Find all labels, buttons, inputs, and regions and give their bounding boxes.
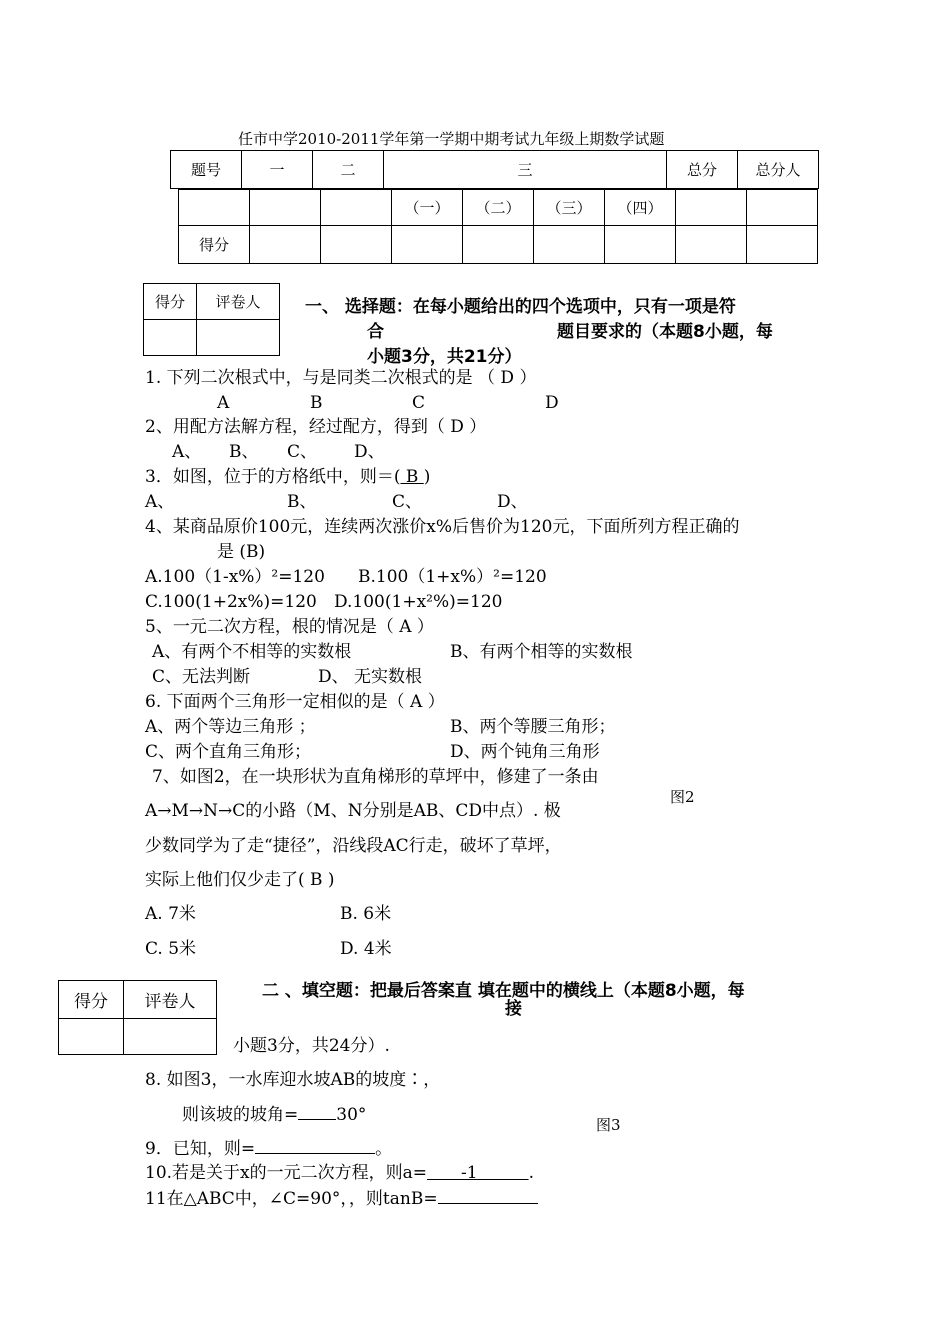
question-7-line3: 少数同学为了走“捷径”，沿线段AC行走，破坏了草坪， <box>145 836 562 856</box>
q3-option-b: B、 <box>287 492 317 512</box>
q11-blank[interactable] <box>438 1187 538 1204</box>
score-cell[interactable] <box>605 226 676 264</box>
question-5: 5、一元二次方程，根的情况是（ A ） <box>145 617 434 637</box>
q3-option-c: C、 <box>392 492 423 512</box>
question-8-line1: 8. 如图3，一水库迎水坡AB的坡度∶， <box>145 1070 441 1090</box>
section2-heading-line1: 二 、填空题：把最后答案直 填在题中的横线上（本题8小题，每 <box>262 981 745 1001</box>
q3-answer: B <box>400 467 424 487</box>
score-cell[interactable] <box>179 190 250 226</box>
score-cell[interactable] <box>392 226 463 264</box>
header-cell: 二 <box>313 151 384 189</box>
q8-answer: 30° <box>336 1105 367 1125</box>
q7-option-a: A. 7米 <box>145 904 196 924</box>
q7-option-b: B. 6米 <box>340 904 392 924</box>
sub-header-cell: （二） <box>463 190 534 226</box>
q7-option-d: D. 4米 <box>340 939 392 959</box>
section1-heading-line2a: 合 <box>367 322 384 342</box>
section1-heading-line2b: 题目要求的（本题8小题，每 <box>557 322 773 342</box>
section1-heading-line3: 小题3分，共21分） <box>367 347 522 367</box>
grader-name-cell[interactable] <box>124 1019 217 1055</box>
q6-option-a: A、两个等边三角形 ； <box>145 717 316 737</box>
grader-score-label: 得分 <box>144 284 197 320</box>
q1-option-c: C <box>412 393 426 413</box>
q2-option-a: A、 <box>172 442 202 462</box>
header-cell: 题号 <box>171 151 242 189</box>
score-cell[interactable] <box>463 226 534 264</box>
question-10 <box>145 1162 534 1184</box>
section1-heading-line1: 一、 选择题：在每小题给出的四个选项中，只有一项是符 <box>305 297 736 317</box>
question-3 <box>145 466 430 488</box>
q6-option-d: D、两个钝角三角形 <box>450 742 600 762</box>
q2-option-b: B、 <box>229 442 259 462</box>
question-7-line2: A→M→N→C的小路（M、N分别是AB、CD中点）. 极 <box>145 801 561 821</box>
q11-stem: 11在△ABC中，∠C=90°，，则tanB= <box>145 1189 438 1209</box>
q10-stem: 10.若是关于x的一元二次方程，则a= <box>145 1163 428 1183</box>
score-cell[interactable] <box>534 226 605 264</box>
q9-stem: 9．已知，则= <box>145 1139 256 1159</box>
q3-close: ) <box>423 467 431 487</box>
score-cell[interactable] <box>321 226 392 264</box>
section2-heading-line2: 小题3分，共24分）. <box>233 1036 390 1056</box>
q10-answer: -1 <box>461 1163 478 1183</box>
q1-option-a: A <box>217 393 230 413</box>
grader-name-label: 评卷人 <box>124 981 217 1019</box>
section2-grader-table <box>58 980 217 1055</box>
q7-option-c: C. 5米 <box>145 939 197 959</box>
q9-end: 。 <box>375 1139 393 1159</box>
q5-option-a: A、有两个不相等的实数根 <box>152 642 352 662</box>
grader-score-label: 得分 <box>59 981 124 1019</box>
q9-blank[interactable] <box>255 1137 375 1154</box>
grader-score-cell[interactable] <box>59 1019 124 1055</box>
question-7-line4: 实际上他们仅少走了( B ) <box>145 870 335 890</box>
page-title: 任市中学2010-2011学年第一学期中期考试九年级上期数学试题 <box>238 130 665 148</box>
question-4-line2: 是 (B) <box>217 542 266 562</box>
question-7-line1: 7、如图2，在一块形状为直角梯形的草坪中，修建了一条由 <box>152 767 599 787</box>
grader-name-label: 评卷人 <box>197 284 280 320</box>
header-cell: 总分 <box>667 151 738 189</box>
header-cell: 三 <box>384 151 667 189</box>
q4-option-d: D.100(1+x²%)=120 <box>334 592 503 612</box>
grader-name-cell[interactable] <box>197 320 280 356</box>
score-cell[interactable] <box>676 190 747 226</box>
score-table-header <box>170 150 819 189</box>
q8-blank[interactable] <box>298 1103 336 1120</box>
q5-option-d: D、 无实数根 <box>318 667 423 687</box>
section2-heading-line1b: 接 <box>505 999 522 1019</box>
q10-end: . <box>528 1163 534 1183</box>
q1-option-b: B <box>310 393 323 413</box>
sub-header-cell: （三） <box>534 190 605 226</box>
score-cell[interactable] <box>321 190 392 226</box>
score-cell[interactable] <box>250 226 321 264</box>
figure-3-caption: 图3 <box>596 1116 621 1134</box>
score-cell[interactable] <box>250 190 321 226</box>
sub-header-cell: （四） <box>605 190 676 226</box>
question-4-line1: 4、某商品原价100元，连续两次涨价x%后售价为120元，下面所列方程正确的 <box>145 517 740 537</box>
score-table-body <box>178 189 818 264</box>
section1-grader-table <box>143 283 280 356</box>
question-1: 1. 下列二次根式中，与是同类二次根式的是 （ D ） <box>145 368 537 388</box>
q3-stem: 3．如图，位于的方格纸中，则＝( <box>145 467 401 487</box>
q4-option-c: C.100(1+2x%)=120 <box>145 592 317 612</box>
q6-option-c: C、两个直角三角形； <box>145 742 312 762</box>
q5-option-b: B、有两个相等的实数根 <box>450 642 633 662</box>
header-cell: 总分人 <box>738 151 819 189</box>
question-11 <box>145 1187 538 1210</box>
score-cell[interactable] <box>676 226 747 264</box>
score-row-label: 得分 <box>179 226 250 264</box>
q3-option-d: D、 <box>497 492 528 512</box>
score-cell[interactable] <box>747 226 818 264</box>
question-6: 6. 下面两个三角形一定相似的是（ A ） <box>145 692 445 712</box>
q3-option-a: A、 <box>145 492 175 512</box>
question-8-line2 <box>182 1103 366 1126</box>
q1-option-d: D <box>545 393 559 413</box>
grader-score-cell[interactable] <box>144 320 197 356</box>
question-2: 2、用配方法解方程，经过配方，得到（ D ） <box>145 417 487 437</box>
header-cell: 一 <box>242 151 313 189</box>
sub-header-cell: （一） <box>392 190 463 226</box>
figure-2-caption: 图2 <box>670 788 695 806</box>
q4-option-b: B.100（1+x%）²=120 <box>358 567 547 587</box>
question-9 <box>145 1137 392 1160</box>
score-cell[interactable] <box>747 190 818 226</box>
q2-option-c: C、 <box>287 442 318 462</box>
q10-answer-line[interactable] <box>427 1163 529 1183</box>
q8-stem: 则该坡的坡角= <box>182 1105 299 1125</box>
q5-option-c: C、无法判断 <box>152 667 251 687</box>
q2-option-d: D、 <box>354 442 385 462</box>
q4-option-a: A.100（1-x%）²=120 <box>145 567 325 587</box>
q6-option-b: B、两个等腰三角形； <box>450 717 616 737</box>
